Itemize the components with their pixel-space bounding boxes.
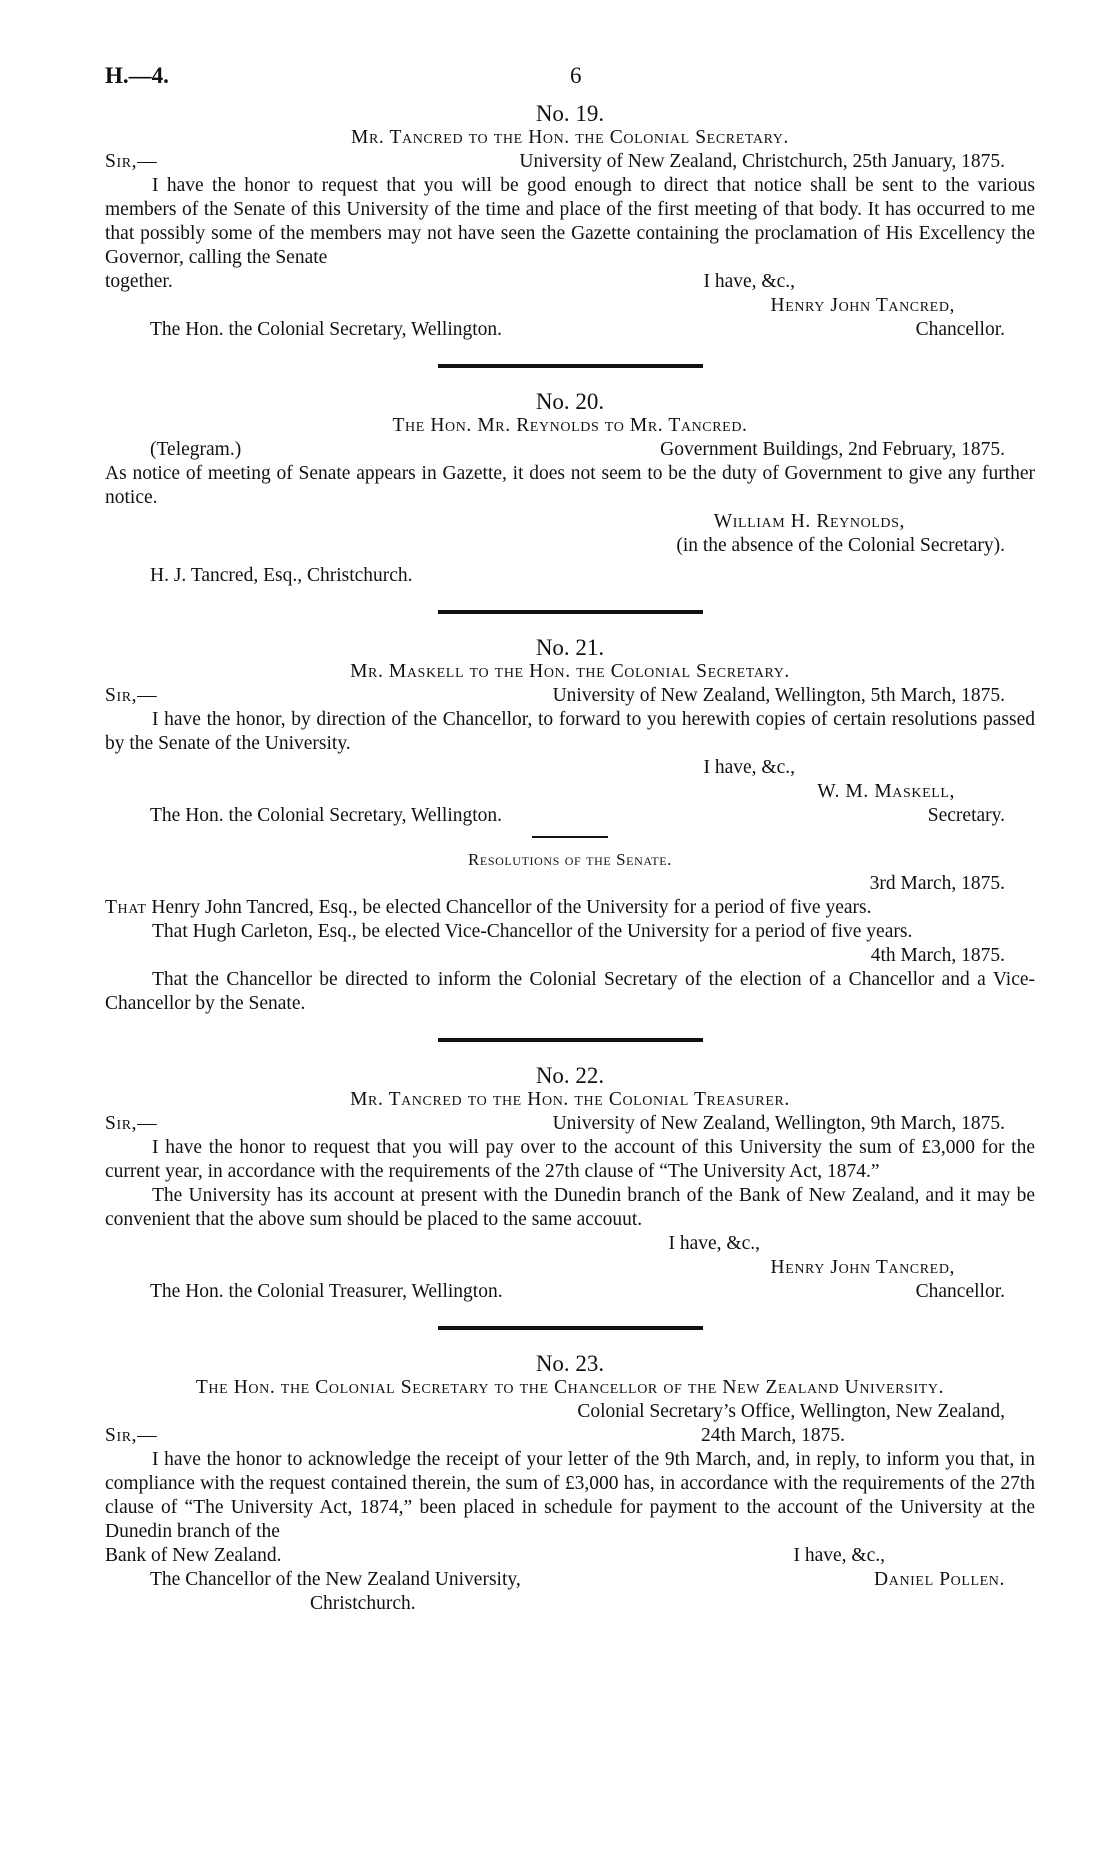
letter-body-2: The University has its account at present with the Dunedin branch of the Bank of New Zealand, and it may be convenient that the above sum should be placed to the same accouut. — [105, 1185, 1035, 1230]
telegram-note: (Telegram.) — [150, 439, 242, 460]
page-header — [105, 64, 1035, 94]
signature-note: (in the absence of the Colonial Secretary). — [676, 535, 1005, 556]
letter-19 — [105, 102, 1035, 342]
letter-number: No. 21. — [535, 635, 605, 660]
addressee: The Hon. the Colonial Secretary, Wellington. — [150, 319, 503, 340]
addressee-row — [105, 804, 1035, 828]
place-line-1: Colonial Secretary’s Office, Wellington, New Zealand, — [577, 1401, 1005, 1422]
salutation-row — [105, 684, 1035, 708]
salutation-row — [105, 150, 1035, 174]
letter-number: No. 22. — [535, 1063, 605, 1088]
salutation: Sir,— — [105, 1425, 158, 1446]
signature: W. M. Maskell, — [817, 781, 955, 802]
section-divider — [438, 610, 703, 614]
signer-title: Chancellor. — [915, 319, 1005, 340]
addressee-row — [105, 1280, 1035, 1304]
letter-heading: The Hon. the Colonial Secretary to the Chancellor of the New Zealand University. — [195, 1377, 945, 1398]
resolution-1 — [105, 896, 1035, 920]
section-divider — [438, 364, 703, 368]
letter-heading: Mr. Tancred to the Hon. the Colonial Secretary. — [351, 127, 789, 148]
addressee: The Hon. the Colonial Treasurer, Wellington. — [150, 1281, 503, 1302]
closing: I have, &c., — [668, 1233, 760, 1254]
addressee-row — [105, 1568, 1035, 1592]
resolution-date: 3rd March, 1875. — [869, 873, 1005, 894]
closing-lead: Bank of New Zealand. — [105, 1545, 282, 1566]
section-divider — [438, 1038, 703, 1042]
closing: I have, &c., — [703, 757, 795, 778]
resolution-date: 4th March, 1875. — [870, 945, 1005, 966]
signature: Daniel Pollen. — [874, 1569, 1005, 1590]
letter-body: I have the honor to acknowledge the receipt of your letter of the 9th March, and, in reply, to inform you that, in compliance with the request contained therein, the sum of £3,000 has, in accordance with the requirements of the 27th clause of “The University Act, 1874,” been placed in schedule for payment to the account of the University at the Dunedin branch of the — [105, 1449, 1035, 1542]
letter-22 — [105, 1064, 1035, 1304]
addressee: H. J. Tancred, Esq., Christchurch. — [150, 565, 413, 586]
signer-title: Chancellor. — [915, 1281, 1005, 1302]
place-date: University of New Zealand, Wellington, 5th March, 1875. — [552, 685, 1005, 706]
resolution-3: That the Chancellor be directed to inform the Colonial Secretary of the election of a Chancellor and a Vice-Chancellor by the Senate. — [105, 969, 1035, 1014]
addressee: The Hon. the Colonial Secretary, Wellington. — [150, 805, 503, 826]
letter-body: As notice of meeting of Senate appears in Gazette, it does not seem to be the duty of Government to give any further notice. — [105, 463, 1035, 508]
closing-row — [105, 1544, 1035, 1568]
resolution-1-text: Henry John Tancred, Esq., be elected Chancellor of the University for a period of five years. — [151, 897, 872, 918]
letter-number: No. 20. — [535, 389, 605, 414]
addressee-city: Christchurch. — [310, 1593, 416, 1614]
letter-body: I have the honor, by direction of the Chancellor, to forward to you herewith copies of certain resolutions passed by the Senate of the University. — [105, 709, 1035, 754]
resolution-1-lead: That — [105, 897, 147, 918]
signature: Henry John Tancred, — [770, 1257, 955, 1278]
letter-body: I have the honor to request that you will be good enough to direct that notice shall be sent to the various members of the Senate of this University of the time and place of the first meeting of that body. It has occurred to me that possibly some of the members may not have seen the Gazette containing the proclamation of His Excellency the Governor, calling the Senate — [105, 175, 1035, 268]
salutation: Sir,— — [105, 685, 158, 706]
minor-divider — [532, 836, 608, 838]
place-date: Government Buildings, 2nd February, 1875. — [660, 439, 1005, 460]
addressee: The Chancellor of the New Zealand University, — [150, 1569, 521, 1590]
letter-number: No. 23. — [535, 1351, 605, 1376]
resolution-2: That Hugh Carleton, Esq., be elected Vice-Chancellor of the University for a period of five years. — [152, 921, 913, 942]
place-line-2: 24th March, 1875. — [700, 1425, 845, 1446]
salutation: Sir,— — [105, 1113, 158, 1134]
signer-title: Secretary. — [927, 805, 1005, 826]
addressee-row — [105, 318, 1035, 342]
letter-21 — [105, 636, 1035, 1016]
signature: Henry John Tancred, — [770, 295, 955, 316]
letter-20 — [105, 390, 1035, 588]
resolutions-heading: Resolutions of the Senate. — [467, 850, 673, 869]
page-number: 6 — [570, 63, 582, 88]
closing: I have, &c., — [703, 271, 795, 292]
place-date: University of New Zealand, Christchurch, 25th January, 1875. — [519, 151, 1005, 172]
document-page — [105, 64, 1035, 1616]
letter-23 — [105, 1352, 1035, 1616]
place-date: University of New Zealand, Wellington, 9th March, 1875. — [552, 1113, 1005, 1134]
salutation: Sir,— — [105, 151, 158, 172]
letter-heading: Mr. Maskell to the Hon. the Colonial Secretary. — [350, 661, 790, 682]
closing: I have, &c., — [793, 1545, 885, 1566]
page-code: H.—4. — [105, 63, 169, 88]
salutation-row — [105, 1112, 1035, 1136]
salutation-row — [105, 1424, 1035, 1448]
section-divider — [438, 1326, 703, 1330]
note-row — [105, 438, 1035, 462]
letter-heading: Mr. Tancred to the Hon. the Colonial Treasurer. — [350, 1089, 790, 1110]
closing-lead: together. — [105, 271, 173, 292]
letter-body-1: I have the honor to request that you will pay over to the account of this University the sum of £3,000 for the current year, in accordance with the requirements of the 27th clause of “The University Act, 1874.” — [105, 1137, 1035, 1182]
closing-row — [105, 270, 1035, 294]
letter-heading: The Hon. Mr. Reynolds to Mr. Tancred. — [392, 415, 748, 436]
letter-number: No. 19. — [535, 101, 605, 126]
signature: William H. Reynolds, — [713, 511, 905, 532]
